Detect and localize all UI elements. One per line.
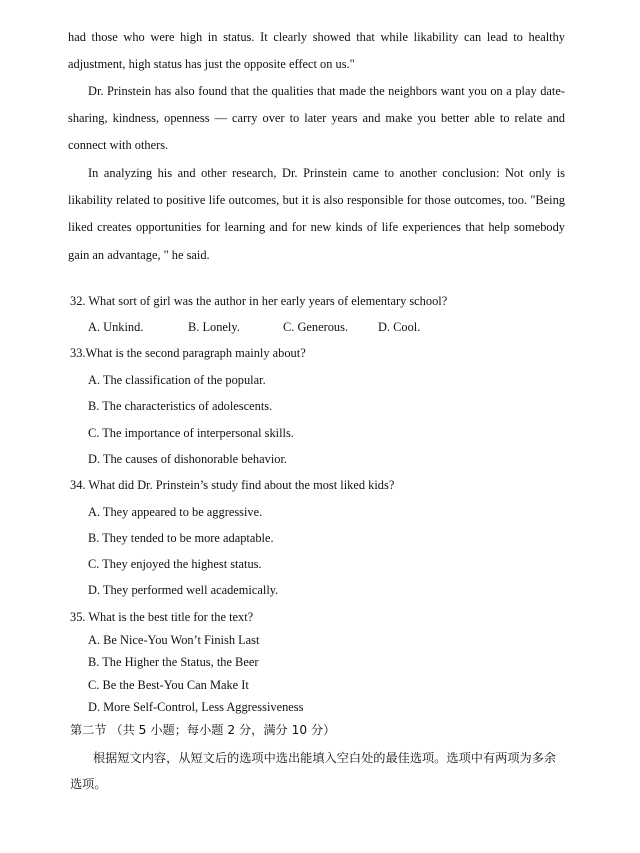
question-32-option-b: B. Lonely. bbox=[188, 320, 240, 334]
question-34-stem: 34. What did Dr. Prinstein’s study find about the most liked kids? bbox=[70, 478, 395, 492]
question-33-option-b: B. The characteristics of adolescents. bbox=[88, 399, 273, 413]
section-2-instruction-line-2: 选项。 bbox=[70, 777, 107, 791]
section-2-heading: 第二节 （共 5 小题；每小题 2 分，满分 10 分） bbox=[70, 723, 336, 737]
question-33-option-c: C. The importance of interpersonal skills. bbox=[88, 426, 294, 440]
question-34-option-a: A. They appeared to be aggressive. bbox=[88, 505, 263, 519]
question-34-option-d: D. They performed well academically. bbox=[88, 583, 279, 597]
question-33-option-d: D. The causes of dishonorable behavior. bbox=[88, 452, 287, 466]
passage-paragraph-3: In analyzing his and other research, Dr. Prinstein came to another conclusion: Not only is likability related to positive life outcomes, but it is also responsible for those outcomes, too. "Being liked creates opportunities for learning and for new kinds of life experiences that help somebody gain an advantage, " he said. bbox=[68, 166, 565, 262]
question-33-option-a: A. The classification of the popular. bbox=[88, 373, 266, 387]
passage-paragraph-2: Dr. Prinstein has also found that the qualities that made the neighbors want you on a play date-sharing, kindness, openness — carry over to later years and make you better able to relate and connect with others. bbox=[68, 84, 565, 153]
question-35-option-b: B. The Higher the Status, the Beer bbox=[88, 655, 259, 669]
question-35-option-a: A. Be Nice-You Won’t Finish Last bbox=[88, 633, 260, 647]
question-35-option-d: D. More Self-Control, Less Aggressiveness bbox=[88, 700, 304, 714]
question-32-option-a: A. Unkind. bbox=[88, 320, 144, 334]
question-32-stem: 32. What sort of girl was the author in her early years of elementary school? bbox=[70, 294, 448, 308]
passage-paragraph-continued: had those who were high in status. It clearly showed that while likability can lead to healthy adjustment, high status has just the opposite effect on us." bbox=[68, 30, 565, 72]
question-35-option-c: C. Be the Best-You Can Make It bbox=[88, 678, 249, 692]
question-34-option-b: B. They tended to be more adaptable. bbox=[88, 531, 274, 545]
question-35-stem: 35. What is the best title for the text? bbox=[70, 610, 254, 624]
question-32-option-d: D. Cool. bbox=[378, 320, 421, 334]
question-34-option-c: C. They enjoyed the highest status. bbox=[88, 557, 262, 571]
section-2-instruction-line-1: 根据短文内容，从短文后的选项中选出能填入空白处的最佳选项。选项中有两项为多余 bbox=[93, 751, 557, 765]
question-32-option-c: C. Generous. bbox=[283, 320, 349, 334]
question-33-stem: 33.What is the second paragraph mainly about? bbox=[70, 346, 306, 360]
